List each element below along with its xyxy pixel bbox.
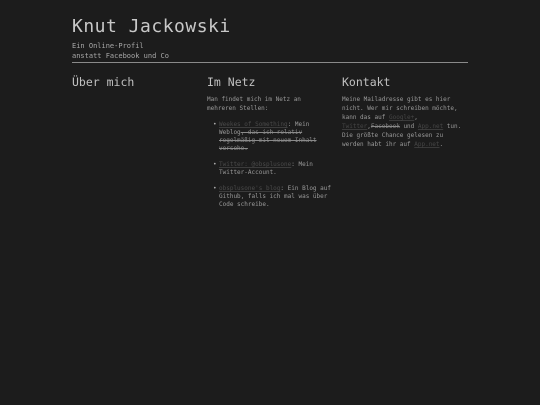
about-column <box>72 75 196 95</box>
weblog-desc: Mein Weblog <box>219 121 310 136</box>
contact-sep-3: und <box>399 123 418 130</box>
twitter-desc: : Mein Twitter-Account. <box>219 161 313 176</box>
list-item <box>213 161 331 177</box>
header <box>72 16 468 61</box>
site-title: Knut Jackowski <box>72 16 231 37</box>
contact-end: . <box>439 141 444 148</box>
contact-sep-2: , <box>367 123 371 130</box>
googleplus-link[interactable]: Google+ <box>388 114 415 121</box>
header-divider <box>72 62 468 63</box>
weblog-link[interactable]: Weekes of Something <box>219 121 288 128</box>
contact-heading: Kontakt <box>342 75 391 89</box>
bullet-icon: • <box>213 121 217 128</box>
bullet-icon: • <box>213 161 217 168</box>
list-item <box>213 121 331 153</box>
contact-text-2: tun. Die größte Chance gelesen zu werden habt ihr auf <box>342 123 462 148</box>
github-blog-link[interactable]: obsplusone's blog <box>219 185 281 192</box>
appnet-link-2[interactable]: App.net <box>414 141 440 148</box>
contact-text-1: Meine Mailadresse gibt es hier nicht. Wer mir schreiben möchte, kann das auf <box>342 96 458 121</box>
net-links-list <box>207 121 331 209</box>
tagline-line-1: Ein Online-Profil <box>72 42 144 50</box>
twitter-contact-link[interactable]: Twitter <box>342 123 368 130</box>
tagline-line-2: anstatt Facebook und Co <box>72 52 169 60</box>
net-column <box>207 75 331 217</box>
net-intro: Man findet mich im Netz an mehreren Stellen: <box>207 96 301 112</box>
weblog-desc-struck: , das ich relativ regelmäßig mit neuem Inhalt versehe. <box>219 129 317 152</box>
appnet-link[interactable]: App.net <box>417 123 444 130</box>
bullet-icon: • <box>213 185 217 192</box>
list-item <box>213 185 331 209</box>
twitter-link[interactable]: Twitter: @obsplusone <box>219 161 292 168</box>
facebook-struck: Facebook <box>370 123 400 130</box>
contact-sep-1: , <box>414 114 418 121</box>
net-heading: Im Netz <box>207 75 256 89</box>
contact-column <box>342 75 466 149</box>
github-blog-desc: : Ein Blog auf Github, falls ich mal was über Code schreibe. <box>219 185 331 208</box>
tagline <box>72 41 468 61</box>
contact-text <box>342 95 466 149</box>
weblog-sep: : <box>287 121 295 128</box>
about-heading: Über mich <box>72 75 135 89</box>
